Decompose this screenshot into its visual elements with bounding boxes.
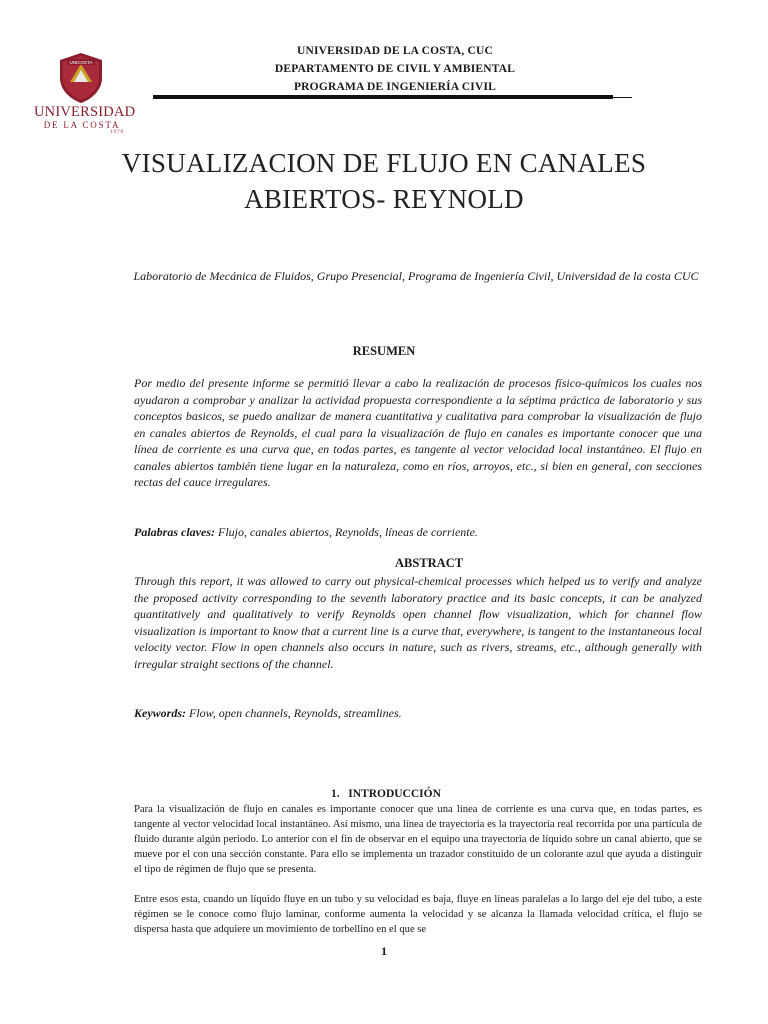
resumen-heading: RESUMEN	[352, 344, 416, 358]
palabras-claves	[134, 524, 702, 541]
introduccion-paragraph-1: Para la visualización de flujo en canales es importante conocer que una línea de corriente es una curva que, en todas partes, es tangente al vector velocidad local instantáneo. Así mismo, una línea de trayectoria es la trayectoria real recorrida por una partícula de fluido durante algún periodo. Lo anterior con el fin de observar en el equipo una trayectoria de líquido sobre un canal abierto, que se mueve por el con una sección constante. Para ello se implementa un trazador constituido de un colorante azul que ayuda a distinguir el tipo de régimen de flujo que se presenta.	[134, 804, 702, 875]
header-department: DEPARTAMENTO DE CIVIL Y AMBIENTAL	[274, 63, 516, 75]
affiliation: Laboratorio de Mecánica de Fluidos, Grupo Presencial, Programa de Ingeniería Civil, Universidad de la costa CUC	[133, 269, 699, 283]
keywords	[134, 705, 702, 722]
logo-wordmark-line1: UNIVERSIDAD	[34, 104, 136, 120]
abstract-text: Through this report, it was allowed to carry out physical-chemical processes which helped us to verify and analyze the proposed activity corresponding to the seventh laboratory practice and its basic concepts, it can be analyzed quantitatively and qualitatively to verify Reynolds open channel flow visualization, which for channel flow visualization is important to know that a current line is a curve that, everywhere, is tangent to the instantaneous local velocity vector. Flow in open channels also occurs in nature, such as rivers, streams, etc., although generally with irregular straight sections of the channel.	[134, 574, 702, 671]
introduccion-heading: 1. INTRODUCCIÓN	[331, 788, 441, 800]
palabras-claves-text: Flujo, canales abiertos, Reynolds, líneas de corriente.	[214, 525, 478, 539]
university-logo	[34, 52, 136, 138]
document-title-line2: ABIERTOS- REYNOLD	[244, 184, 524, 214]
palabras-claves-label: Palabras claves:	[134, 525, 215, 539]
abstract-heading: ABSTRACT	[395, 556, 464, 570]
resumen-text: Por medio del presente informe se permitió llevar a cabo la realización de procesos físico-químicos los cuales nos ayudaron a comprobar y analizar la actividad propuesta correspondiente a la séptima práctica de laboratorio y sus conceptos basicos, se puedo analizar de manera cuantitativa y cualitativa para comprobar la visualización de flujo en canales abiertos de Reynolds, el cual para la visualización de flujo en canales es importante conocer que una línea de corriente es una curva que, en todas partes, es tangente al vector velocidad local instantáneo. El flujo en canales abiertos también tiene lugar en la naturaleza, como en ríos, arroyos, etc., si bien en general, con secciones rectas del cauce irregulares.	[134, 376, 702, 489]
header-program: PROGRAMA DE INGENIERÍA CIVIL	[293, 81, 497, 93]
logo-year: 1970	[110, 130, 124, 135]
page-number: 1	[381, 944, 387, 958]
header-rule-end	[613, 97, 632, 98]
header-rule	[153, 95, 613, 99]
keywords-label: Keywords:	[134, 706, 186, 720]
keywords-text: Flow, open channels, Reynolds, streamlines.	[186, 706, 402, 720]
introduccion-paragraph-2: Entre esos esta, cuando un líquido fluye en un tubo y su velocidad es baja, fluye en líneas paralelas a lo largo del eje del tubo, a este régimen se le conoce como flujo laminar, conforme aumenta la velocidad y se alcanza la llamada velocidad crítica, el flujo se dispersa hasta que adquiere un movimiento de torbellino en el que se	[134, 894, 702, 935]
logo-wordmark-line2: DE LA COSTA	[43, 120, 121, 130]
university-shield-icon	[58, 52, 104, 104]
document-title-line1: VISUALIZACION DE FLUJO EN CANALES	[121, 148, 647, 178]
shield-text: UNICOSTA	[69, 60, 93, 65]
header-university: UNIVERSIDAD DE LA COSTA, CUC	[296, 45, 494, 57]
